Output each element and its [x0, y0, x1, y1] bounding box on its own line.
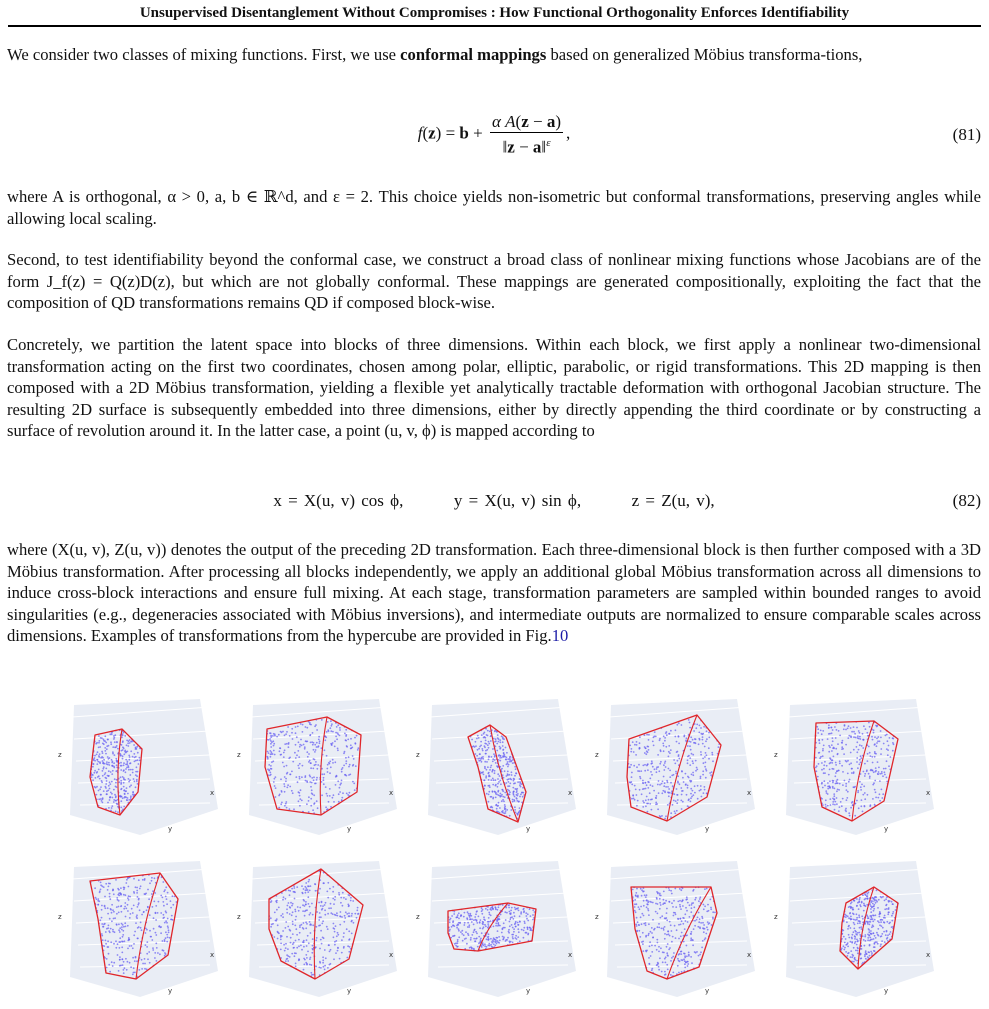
plot-panel-r1-c4: [587, 697, 761, 837]
paragraph-qd-class: Second, to test identifiability beyond the conformal case, we construct a broad class of nonlinear mixing functions whose Jacobians are of the form J_f(z) = Q(z)D(z), but which are not globally conformal. These mappings are generated compositionally, exploiting the fact that the composition of QD transformations remains QD if composed block-wise.: [7, 250, 981, 312]
plot-3d-svg: [229, 859, 403, 999]
plot-3d-svg: [587, 697, 761, 837]
axis-label-x: x: [926, 789, 931, 797]
paragraph-conformal: We consider two classes of mixing functions. First, we use conformal mappings based on generalized Möbius transforma-tions,: [7, 45, 863, 64]
axis-label-z: z: [416, 751, 420, 759]
axis-label-z: z: [58, 913, 62, 921]
plot-3d-svg: [50, 859, 224, 999]
running-header: Unsupervised Disentanglement Without Compromises : How Functional Orthogonality Enforces Identifiability: [8, 4, 981, 27]
axis-label-x: x: [389, 789, 394, 797]
equation-82: [7, 491, 981, 531]
axis-panel: [786, 699, 934, 835]
plot-panel-r2-c1: [50, 859, 224, 999]
axis-label-y: y: [168, 825, 173, 833]
figure-transformation-examples: [50, 697, 940, 1002]
axis-label-x: x: [926, 951, 931, 959]
eq82-x: x = X(u, v) cos ϕ,: [273, 491, 404, 510]
axis-label-z: z: [774, 913, 778, 921]
plot-3d-svg: [587, 859, 761, 999]
axis-label-x: x: [747, 789, 752, 797]
plot-3d-svg: [766, 859, 940, 999]
eq82-z: z = Z(u, v),: [631, 491, 715, 510]
plot-3d-svg: [408, 859, 582, 999]
axis-label-y: y: [884, 987, 889, 995]
axis-label-x: x: [568, 951, 573, 959]
figure-reference-link[interactable]: 10: [551, 626, 569, 645]
axis-label-x: x: [568, 789, 573, 797]
axis-panel: [786, 861, 934, 997]
axis-label-z: z: [237, 913, 241, 921]
axis-panel: [607, 861, 755, 997]
eq81-fraction: [490, 112, 563, 158]
plot-3d-svg: [50, 697, 224, 837]
axis-label-z: z: [237, 751, 241, 759]
eq81-denominator: ‖z − a‖$^\varepsilon$: [490, 132, 563, 158]
axis-label-x: x: [389, 951, 394, 959]
equation-number: (82): [952, 491, 981, 510]
eq81-lhs: f: [417, 123, 423, 143]
paragraph-composition: where (X(u, v), Z(u, v)) denotes the output of the preceding 2D transformation. Each three-dimensional block is then further composed with a 3D Möbius transformation. After processing all blocks independently, we apply an additional global Möbius transformation across all dimensions to induce cross-block interactions and ensure full mixing. At each stage, transformation parameters are sampled within bounded ranges to avoid singularities (e.g., degeneracies associated with Möbius inversions), and intermediate outputs are normalized to ensure comparable scales across dimensions. Examples of transformations from the hypercube are provided in Fig.10: [7, 540, 981, 645]
axis-panel: [249, 861, 397, 997]
plot-panel-r2-c5: [766, 859, 940, 999]
bold-term: conformal mappings: [400, 45, 547, 64]
axis-label-z: z: [774, 751, 778, 759]
axis-label-z: z: [416, 913, 420, 921]
plot-panel-r1-c1: [50, 697, 224, 837]
paragraph-conformal-desc: where A is orthogonal, α > 0, a, b ∈ ℝ^d, and ε = 2. This choice yields non-isometric but conformal transformations, preserving angles while allowing local scaling.: [7, 187, 981, 228]
axis-label-x: x: [210, 789, 215, 797]
eq81-numerator: α A(z − a): [491, 112, 562, 131]
plot-panel-r1-c2: [229, 697, 403, 837]
axis-label-y: y: [526, 825, 531, 833]
plot-panel-r2-c2: [229, 859, 403, 999]
axis-label-x: x: [747, 951, 752, 959]
plot-panel-r1-c3: [408, 697, 582, 837]
axis-label-y: y: [347, 825, 352, 833]
axis-label-z: z: [58, 751, 62, 759]
plot-3d-svg: [229, 697, 403, 837]
axis-label-y: y: [884, 825, 889, 833]
axis-label-z: z: [595, 913, 599, 921]
plot-panel-r2-c3: [408, 859, 582, 999]
axis-label-y: y: [705, 825, 710, 833]
plot-3d-svg: [408, 697, 582, 837]
axis-label-y: y: [347, 987, 352, 995]
axis-label-y: y: [168, 987, 173, 995]
axis-label-x: x: [210, 951, 215, 959]
equation-81: f(z) = b + $\frac{\text{α A(z − a)}}{‖z - a‖^\varepsilon}$ , (81): [417, 112, 981, 157]
eq82-y: y = X(u, v) sin ϕ,: [453, 491, 582, 510]
axis-label-y: y: [705, 987, 710, 995]
plot-panel-r1-c5: [766, 697, 940, 837]
plot-3d-svg: [766, 697, 940, 837]
plot-panel-r2-c4: [587, 859, 761, 999]
paragraph-construction: Concretely, we partition the latent space into blocks of three dimensions. Within each block, we first apply a nonlinear two-dimensional transformation acting on the first two coordinates, chosen among polar, elliptic, parabolic, or rigid transformations. This 2D mapping is then composed with a 2D Möbius transformation, yielding a flexible yet analytically tractable deformation with orthogonal Jacobian structure. The resulting 2D surface is subsequently embedded into three dimensions, either by directly appending the third coordinate or by constructing a surface of revolution around it. In the latter case, a point (u, v, ϕ) is mapped according to: [7, 335, 981, 440]
axis-label-y: y: [526, 987, 531, 995]
axis-panel: [249, 699, 397, 835]
equation-number: (81): [952, 125, 981, 144]
axis-label-z: z: [595, 751, 599, 759]
